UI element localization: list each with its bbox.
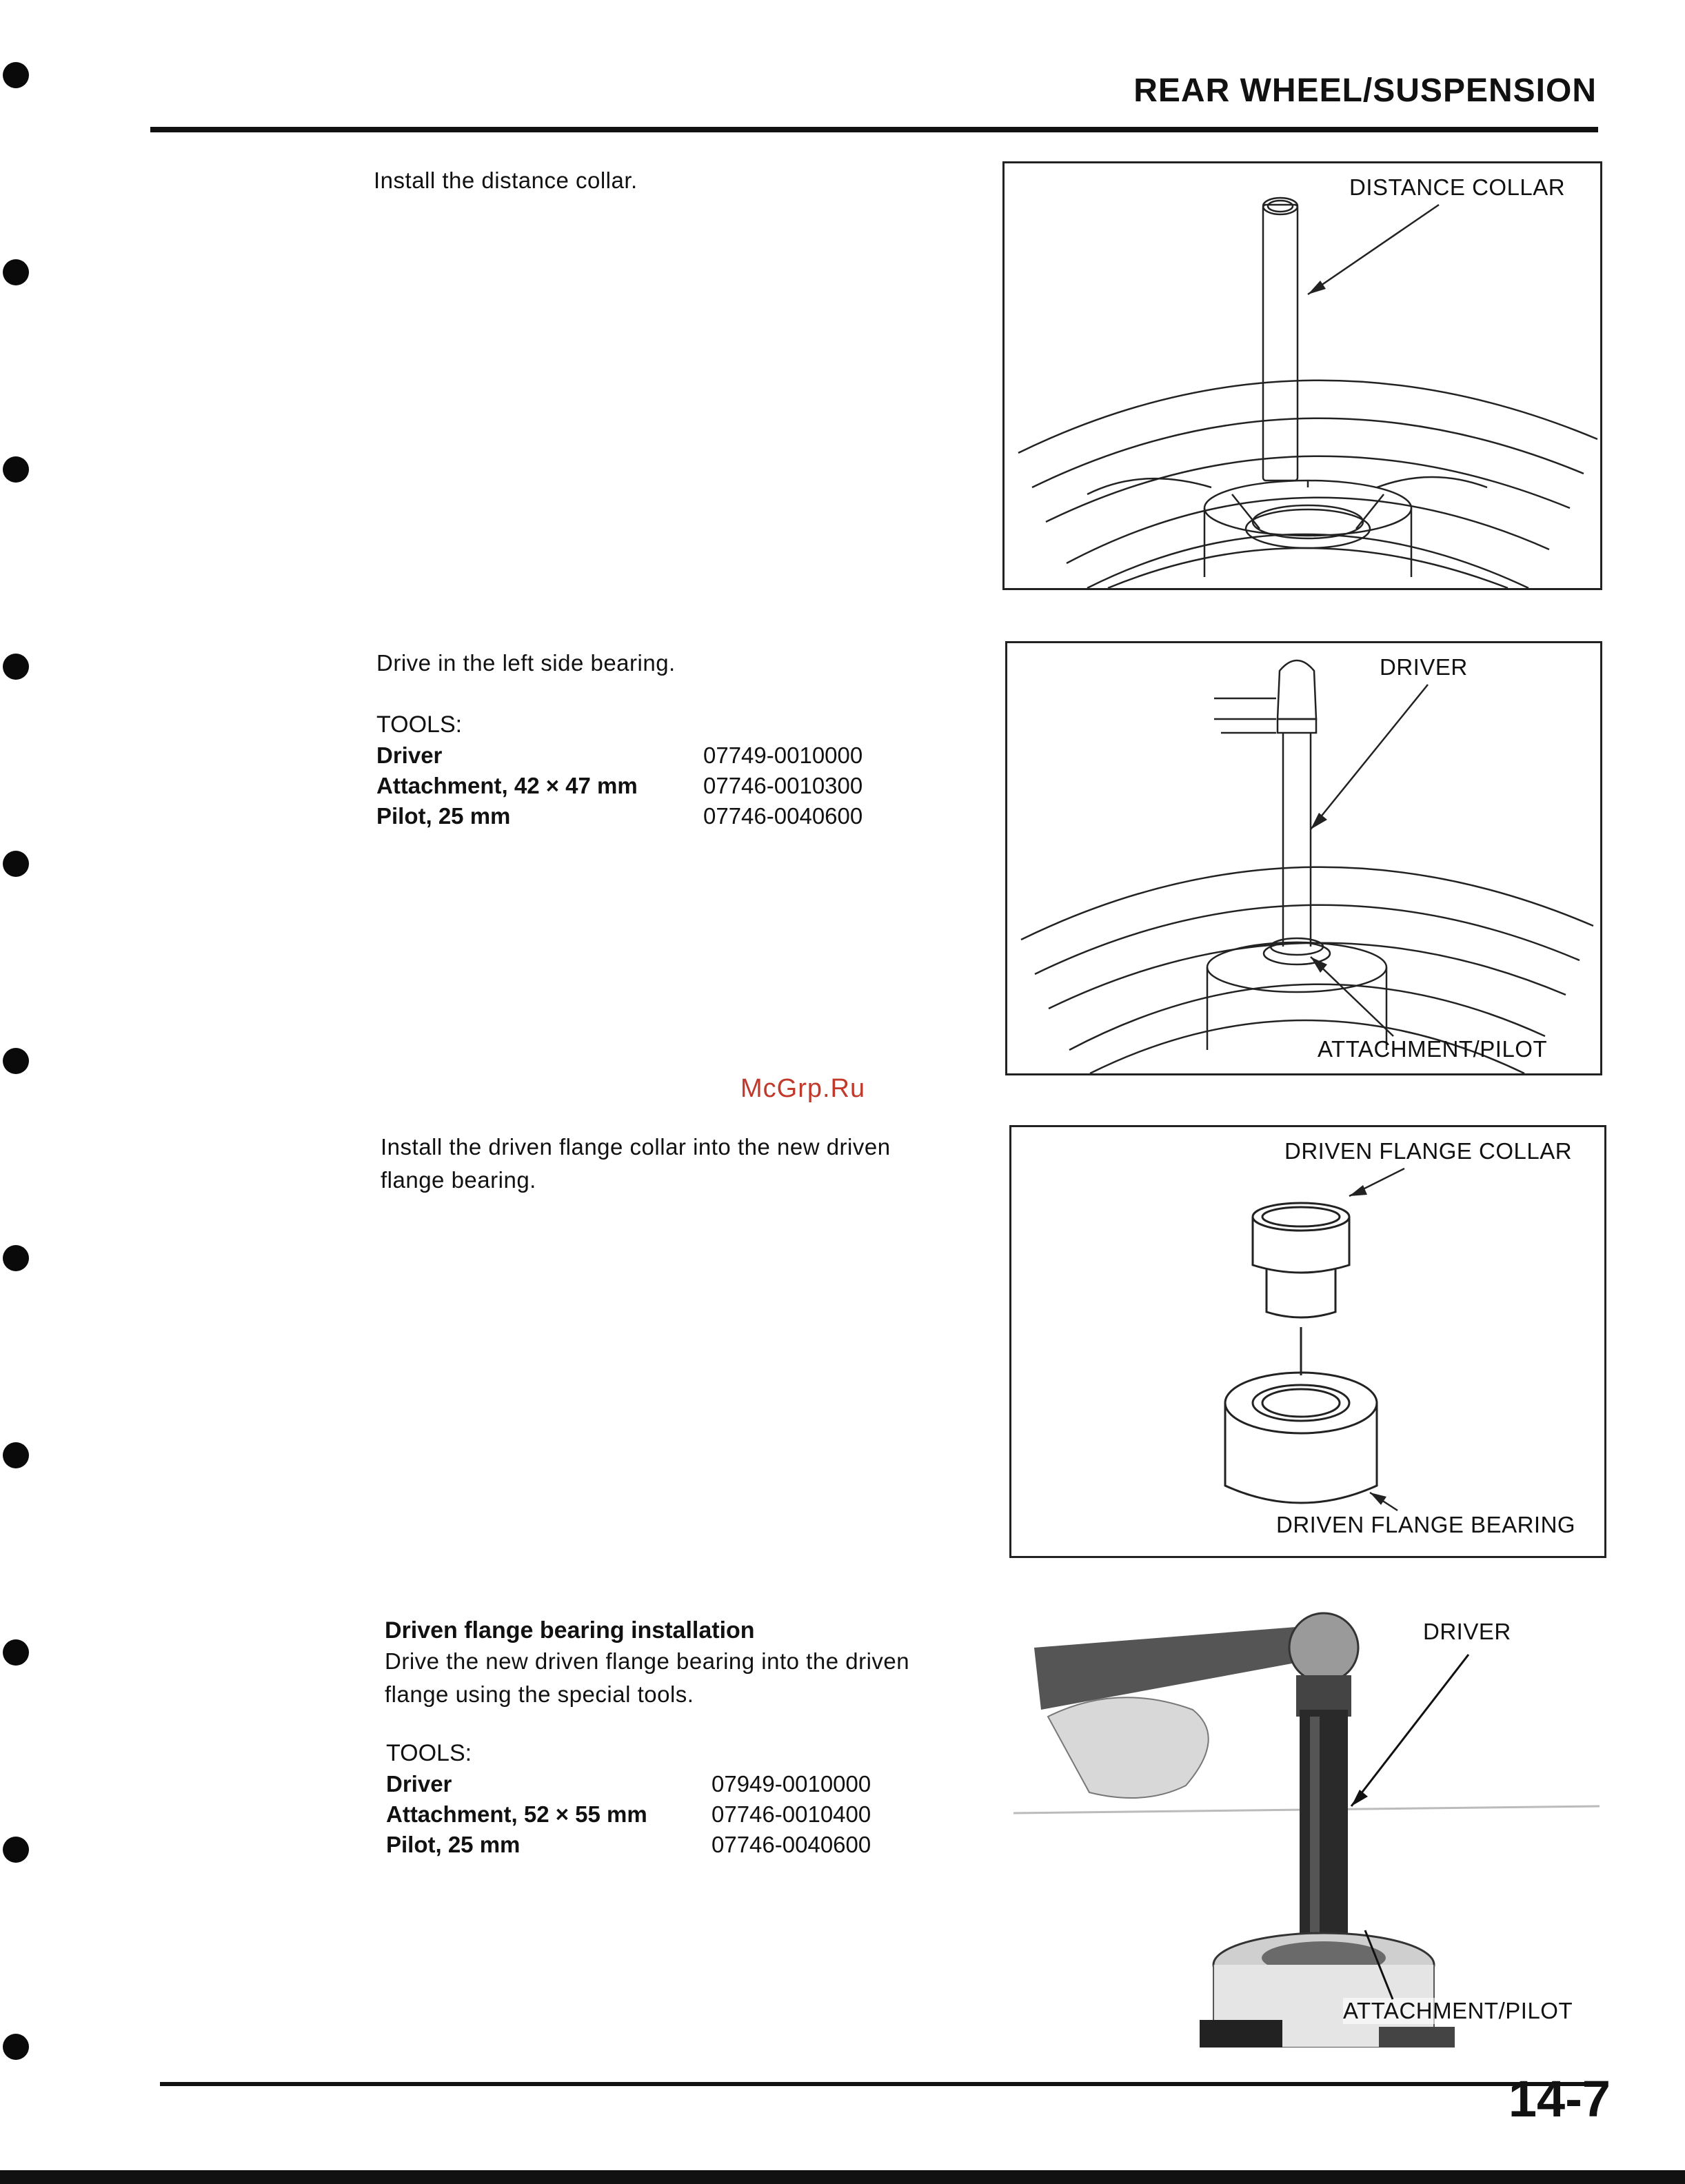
section-heading-driven-flange-bearing-installation: Driven flange bearing installation [385, 1617, 755, 1644]
figure-driven-flange-collar [1009, 1125, 1606, 1558]
tools-list [386, 1769, 938, 1860]
leader-line-distance-collar [1005, 163, 1600, 588]
binder-hole [3, 1639, 29, 1666]
tool-row [386, 1769, 938, 1799]
label-driver: DRIVER [1423, 1619, 1511, 1644]
tool-name: Pilot, 25 mm [376, 803, 511, 829]
leader-lines-flange [1011, 1127, 1604, 1556]
bottom-edge-bar [0, 2170, 1685, 2184]
binder-hole [3, 1837, 29, 1863]
instruction-drive-driven-flange-bearing [385, 1645, 909, 1711]
instruction-line: flange using the special tools. [385, 1681, 694, 1707]
tool-number: 07746-0010400 [712, 1801, 871, 1827]
figure-distance-collar [1002, 161, 1602, 590]
tool-row [376, 740, 928, 771]
header-rule [150, 127, 1598, 132]
tool-row [386, 1830, 938, 1860]
instruction-line: flange bearing. [381, 1167, 536, 1193]
leader-lines-driver [1007, 643, 1600, 1073]
label-driver: DRIVER [1380, 654, 1468, 680]
photo-driver-installation [1007, 1606, 1606, 2048]
tool-row [376, 771, 928, 801]
footer-rule [160, 2082, 1608, 2086]
instruction-drive-left-bearing: Drive in the left side bearing. [376, 650, 676, 676]
tool-number: 07749-0010000 [703, 742, 863, 768]
tool-number: 07949-0010000 [712, 1771, 871, 1797]
label-attachment-pilot: ATTACHMENT/PILOT [1343, 1998, 1573, 2023]
binder-hole [3, 1245, 29, 1271]
tool-number: 07746-0040600 [703, 803, 863, 829]
tool-name: Attachment, 52 × 55 mm [386, 1801, 647, 1827]
instruction-line: Drive the new driven flange bearing into the driven [385, 1648, 910, 1674]
instruction-install-distance-collar: Install the distance collar. [374, 168, 638, 193]
label-driven-flange-collar: DRIVEN FLANGE COLLAR [1284, 1138, 1573, 1164]
tool-name: Attachment, 42 × 47 mm [376, 773, 638, 798]
instruction-line: Install the driven flange collar into the new driven [381, 1134, 891, 1160]
tools-heading: TOOLS: [386, 1740, 472, 1766]
binder-hole [3, 1048, 29, 1074]
binder-hole [3, 1442, 29, 1468]
binder-hole [3, 2034, 29, 2060]
page-header-title: REAR WHEEL/SUSPENSION [1133, 72, 1597, 109]
figure-driver-left-bearing [1005, 641, 1602, 1075]
tool-name: Driver [386, 1771, 452, 1797]
binder-hole [3, 851, 29, 877]
leader-lines-photo [1007, 1606, 1606, 2048]
label-attachment-pilot: ATTACHMENT/PILOT [1318, 1036, 1548, 1062]
instruction-install-driven-flange-collar [381, 1131, 891, 1197]
tool-number: 07746-0040600 [712, 1832, 871, 1857]
tool-number: 07746-0010300 [703, 773, 863, 798]
binder-hole [3, 456, 29, 483]
label-distance-collar: DISTANCE COLLAR [1349, 174, 1566, 200]
tools-heading: TOOLS: [376, 711, 463, 738]
tool-name: Pilot, 25 mm [386, 1832, 521, 1857]
binder-hole [3, 654, 29, 680]
label-driven-flange-bearing: DRIVEN FLANGE BEARING [1276, 1512, 1576, 1537]
tool-row [376, 801, 928, 831]
page-number: 14-7 [1508, 2070, 1611, 2127]
watermark: McGrp.Ru [740, 1074, 866, 1103]
tools-list [376, 740, 928, 831]
binder-hole [3, 62, 29, 88]
tool-name: Driver [376, 742, 443, 768]
binder-hole [3, 259, 29, 285]
tool-row [386, 1799, 938, 1830]
